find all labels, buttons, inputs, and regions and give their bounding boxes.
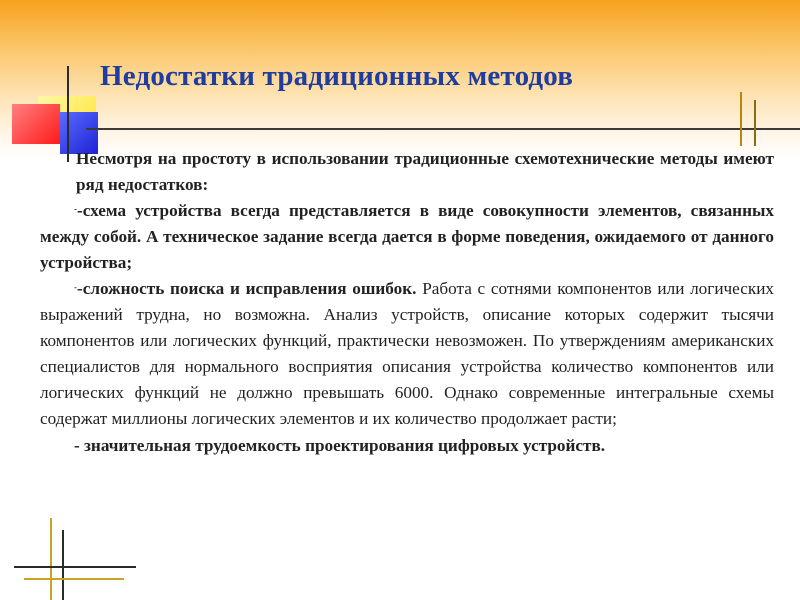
vertical-line-bottom-2 bbox=[62, 530, 64, 600]
vertical-line-right-2 bbox=[754, 100, 756, 146]
item-1-text: -схема устройства всегда представляется в виде совокупности элементов, связанных между собой. А техническое задание всегда дается в форме поведения, ожидаемого от данного устройства; bbox=[40, 201, 774, 272]
red-square-decoration bbox=[12, 104, 60, 144]
item-3-text: - значительная трудоемкость проектирования цифровых устройств. bbox=[74, 436, 606, 455]
bullet-mark: - bbox=[74, 282, 77, 292]
slide-title: Недостатки традиционных методов bbox=[100, 60, 574, 92]
intro-paragraph bbox=[40, 146, 774, 198]
horizontal-rule-top bbox=[86, 128, 800, 130]
item-2-paragraph bbox=[40, 276, 774, 432]
horizontal-line-bottom-gold bbox=[24, 578, 124, 580]
vertical-line-bottom-1 bbox=[50, 518, 52, 600]
item-3-paragraph bbox=[40, 433, 774, 459]
item-2-bold-text: -сложность поиска и исправления ошибок. bbox=[77, 279, 417, 298]
item-2-text: Работа с сотнями компонентов или логических выражений трудна, но возможна. Анализ устройств, описание которых содержит тысячи компонентов или логических функций, практически невозможен. По утверждениям американских специалистов для нормального восприятия описания устройства количество компонентов или логических функций не должно превышать 6000. Однако современные интегральные схемы содержат миллионы логических элементов и их количество продолжает расти; bbox=[40, 279, 774, 428]
bullet-mark: - bbox=[74, 204, 77, 214]
slide-body bbox=[40, 146, 774, 459]
intro-text: Несмотря на простоту в использовании традиционные схемотехнические методы имеют ряд недостатков: bbox=[76, 149, 774, 194]
vertical-line-right-1 bbox=[740, 92, 742, 146]
horizontal-line-bottom bbox=[14, 566, 136, 568]
item-1-paragraph bbox=[40, 198, 774, 276]
